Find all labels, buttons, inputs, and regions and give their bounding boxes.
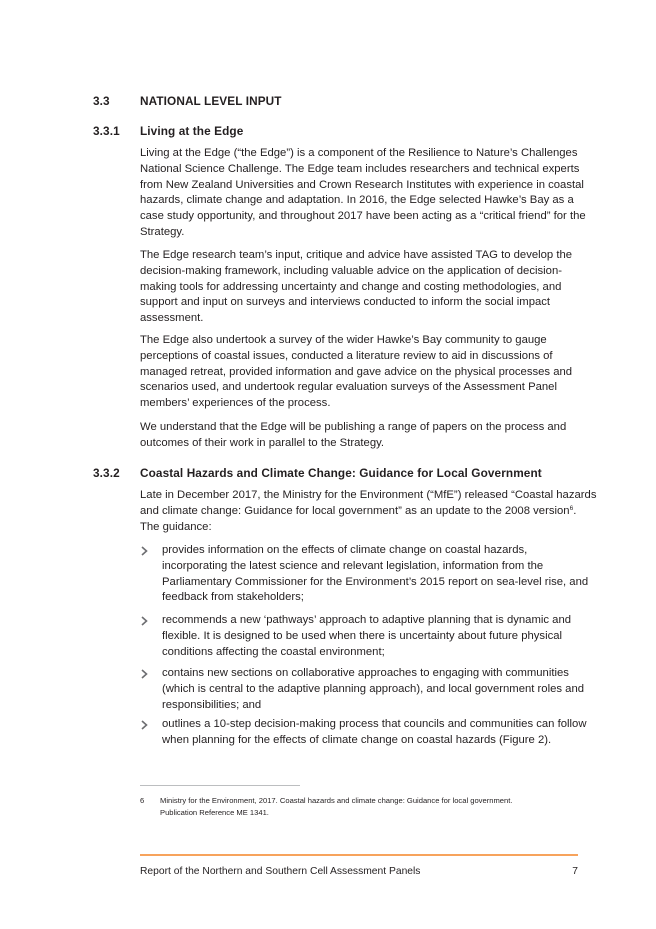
section-title-living-at-the-edge: Living at the Edge — [140, 124, 244, 138]
bullet-item-pathways-approach: recommends a new ‘pathways’ approach to adaptive planning that is dynamic and flexible. It is designed to be used when there is uncertainty about future physical conditions affecting the coastal environment; — [162, 614, 572, 658]
chevron-right-icon — [140, 546, 149, 556]
section-number-3-3: 3.3 — [93, 94, 110, 108]
chevron-right-icon — [140, 669, 149, 679]
paragraph-edge-research-team: The Edge research team’s input, critique and advice have assisted TAG to develop the decision-making framework, including valuable advice on the application of decision- making tools for addressing uncertainty and change and costing methodologies, and support and input on surveys and interviews conducted to inform the social impact assessment. — [140, 249, 573, 325]
bullet-item-climate-effects: provides information on the effects of climate change on coastal hazards, incorporating the latest science and relevant legislation, information from the Parliamentary Commissioner for the Environment’s 2015 report on sea-level rise, and feedback from stakeholders; — [162, 544, 589, 604]
bullet-item-collaborative-approaches: contains new sections on collaborative approaches to engaging with communities (which is central to the adaptive planning approach), and local government roles and responsibilities; and — [162, 667, 585, 711]
bullet-item-ten-step-process: outlines a 10-step decision-making process that councils and communities can follow when planning for the effects of climate change on coastal hazards (Figure 2). — [162, 718, 587, 746]
paragraph-guidance-intro: Late in December 2017, the Ministry for the Environment (“MfE”) released “Coastal hazards and climate change: Guidance for local government” as an update to the 2008 version$^6$. The guidance: — [140, 489, 597, 533]
footer-accent-rule — [140, 854, 578, 856]
footnote-separator — [140, 785, 300, 786]
footer-report-title: Report of the Northern and Southern Cell Assessment Panels — [140, 866, 421, 877]
footnote-line-2: Publication Reference ME 1341. — [160, 808, 269, 817]
page-number: 7 — [572, 866, 578, 877]
footnote-line-1: Ministry for the Environment, 2017. Coastal hazards and climate change: Guidance for local government. — [160, 796, 513, 805]
section-title-coastal-hazards-guidance: Coastal Hazards and Climate Change: Guidance for Local Government — [140, 466, 542, 480]
chevron-right-icon — [140, 720, 149, 730]
footnote-6 — [140, 795, 580, 821]
paragraph-edge-publishing: We understand that the Edge will be publishing a range of papers on the process and outcomes of their work in parallel to the Strategy. — [140, 421, 567, 449]
chevron-right-icon — [140, 616, 149, 626]
section-number-3-3-1: 3.3.1 — [93, 124, 120, 138]
section-title-national-level-input: NATIONAL LEVEL INPUT — [140, 94, 282, 108]
footnote-reference-6[interactable]: 6 — [569, 504, 574, 512]
footnote-number: 6 — [140, 796, 145, 805]
paragraph-edge-intro: Living at the Edge (“the Edge”) is a component of the Resilience to Nature’s Challenges National Science Challenge. The Edge team includes researchers and technical experts from New Zealand Universities and Crown Research Institutes with experience in coastal hazards, climate change and adaptation. In 2016, the Edge selected Hawke’s Bay as a case study opportunity, and throughout 2017 have been acting as a “critical friend” for the Strategy. — [140, 147, 586, 238]
section-number-3-3-2: 3.3.2 — [93, 466, 120, 480]
paragraph-edge-survey: The Edge also undertook a survey of the wider Hawke’s Bay community to gauge perceptions of coastal issues, conducted a literature review to aid in discussions of managed retreat, provided information and gave advice on the physical processes and scenarios used, and undertook regular evaluation surveys of the Assessment Panel members’ experiences of the process. — [140, 334, 573, 410]
